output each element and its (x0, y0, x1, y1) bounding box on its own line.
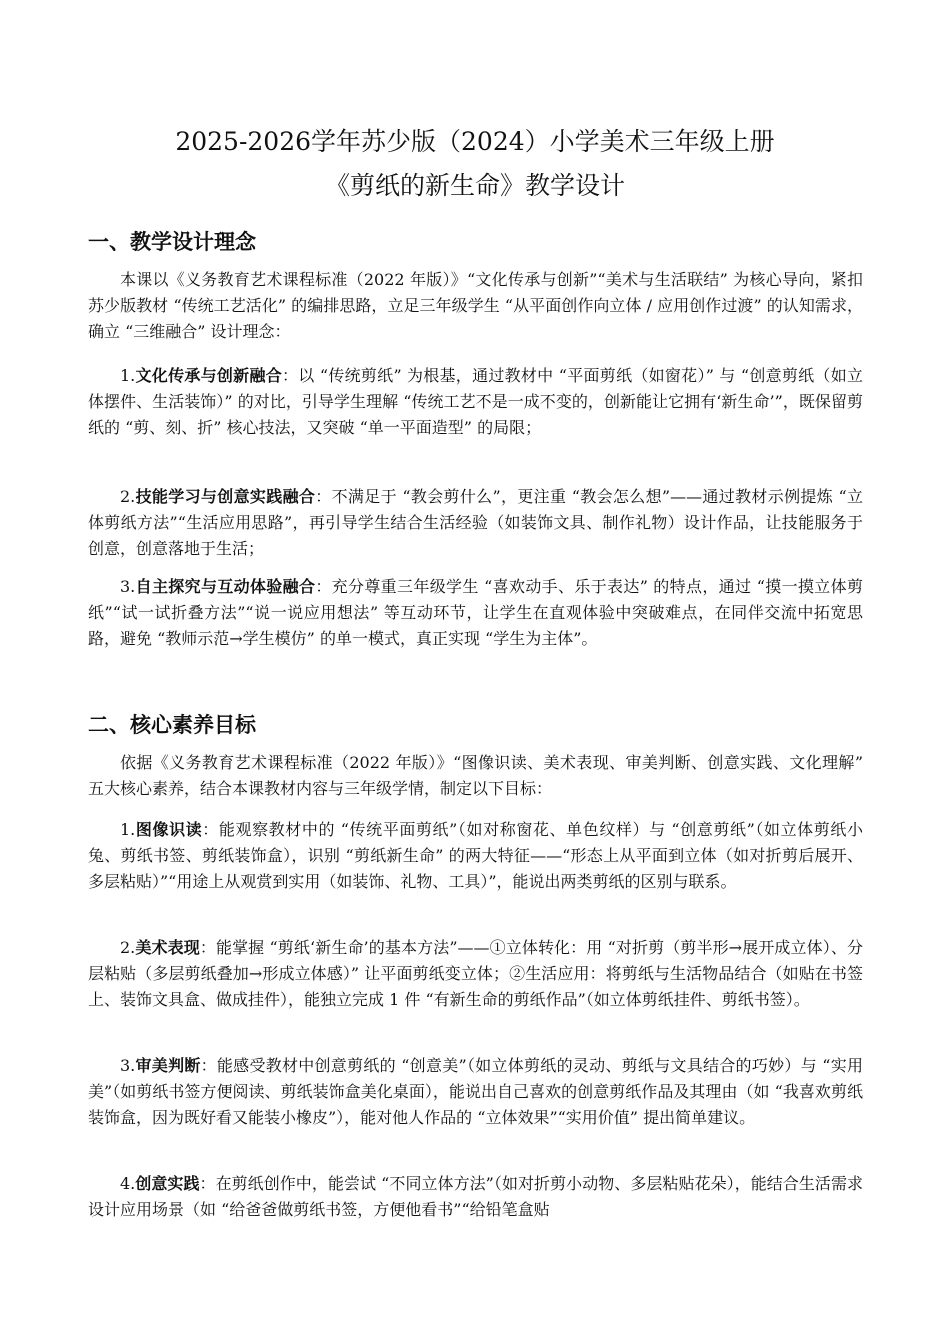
item-number: 2. (120, 938, 136, 957)
item-label: 文化传承与创新融合 (135, 366, 282, 385)
goal-item-3 (88, 1053, 863, 1131)
item-text: ：能感受教材中创意剪纸的 “创意美”（如立体剪纸的灵动、剪纸与文具结合的巧妙）与 “实用美”（如剪纸书签方便阅读、剪纸装饰盒美化桌面），能说出自己喜欢的创意剪纸作品及其理由（如 “我喜欢剪纸装饰盒，因为既好看又能装小橡皮”），能对他人作品的 “立体效果”“实用价值” 提出简单建议。 (88, 1056, 863, 1127)
section-intro-paragraph: 本课以《义务教育艺术课程标准（2022 年版）》“文化传承与创新”“美术与生活联结” 为核心导向，紧扣苏少版教材 “传统工艺活化” 的编排思路，立足三年级学生 “从平面创作向立体 / 应用创作过渡” 的认知需求，确立 “三维融合” 设计理念： (88, 270, 863, 341)
item-label: 自主探究与互动体验融合 (135, 577, 316, 596)
section-heading-design-concept: 一、教学设计理念 (88, 230, 256, 254)
item-text: ：不满足于 “教会剪什么”，更注重 “教会怎么想”——通过教材示例提炼 “立体剪纸方法”“生活应用思路”，再引导学生结合生活经验（如装饰文具、制作礼物）设计作品，让技能服务于创意，创意落地于生活； (88, 487, 863, 558)
item-number: 2. (120, 487, 136, 506)
goal-item-4 (88, 1171, 863, 1237)
item-label: 审美判断 (135, 1056, 201, 1075)
item-label: 美术表现 (135, 938, 200, 957)
document-title-line-2: 《剪纸的新生命》教学设计 (324, 171, 625, 200)
section-intro-paragraph: 依据《义务教育艺术课程标准（2022 年版）》“图像识读、美术表现、审美判断、创意实践、文化理解” 五大核心素养，结合本课教材内容与三年级学情，制定以下目标： (88, 753, 863, 798)
item-label: 图像识读 (135, 820, 203, 839)
document-title-line-1: 2025-2026学年苏少版（2024）小学美术三年级上册 (175, 127, 775, 156)
item-number: 1. (120, 366, 136, 385)
concept-item-3 (88, 574, 863, 652)
item-text: ：能掌握 “剪纸‘新生命’的基本方法”——①立体转化：用 “对折剪（剪半形→展开成立体）、分层粘贴（多层剪纸叠加→形成立体感）” 让平面剪纸变立体；②生活应用：将剪纸与生活物品结合（如贴在书签上、装饰文具盒、做成挂件），能独立完成 1 件 “有新生命的剪纸作品”（如立体剪纸挂件、剪纸书签）。 (88, 938, 863, 1009)
item-number: 4. (120, 1174, 136, 1193)
item-text: ：在剪纸创作中，能尝试 “不同立体方法”（如对折剪小动物、多层粘贴花朵），能结合生活需求设计应用场景（如 “给爸爸做剪纸书签，方便他看书”“给铅笔盒贴 (88, 1174, 863, 1219)
goal-item-1 (88, 817, 863, 895)
item-number: 3. (120, 1056, 136, 1075)
concept-item-1 (88, 363, 863, 441)
item-number: 1. (120, 820, 136, 839)
goal-item-2 (88, 935, 863, 1013)
item-label: 创意实践 (135, 1174, 200, 1193)
item-text: ：能观察教材中的 “传统平面剪纸”（如对称窗花、单色纹样）与 “创意剪纸”（如立体剪纸小兔、剪纸书签、剪纸装饰盒），识别 “剪纸新生命” 的两大特征——“形态上从平面到立体（如对折剪后展开、多层粘贴）”“用途上从观赏到实用（如装饰、礼物、工具）”，能说出两类剪纸的区别与联系。 (88, 820, 863, 891)
item-text: ：充分尊重三年级学生 “喜欢动手、乐于表达” 的特点，通过 “摸一摸立体剪纸”“试一试折叠方法”“说一说应用想法” 等互动环节，让学生在直观体验中突破难点，在同伴交流中拓宽思路，避免 “教师示范→学生模仿” 的单一模式，真正实现 “学生为主体”。 (88, 577, 863, 648)
item-label: 技能学习与创意实践融合 (135, 487, 316, 506)
item-number: 3. (120, 577, 136, 596)
section-heading-core-literacy-goals: 二、核心素养目标 (88, 713, 256, 737)
item-text: ：以 “传统剪纸” 为根基，通过教材中 “平面剪纸（如窗花）” 与 “创意剪纸（如立体摆件、生活装饰）” 的对比，引导学生理解 “传统工艺不是一成不变的，创新能让它拥有‘新生命’”，既保留剪纸的 “剪、刻、折” 核心技法，又突破 “单一平面造型” 的局限； (88, 366, 863, 437)
concept-item-2 (88, 484, 863, 562)
